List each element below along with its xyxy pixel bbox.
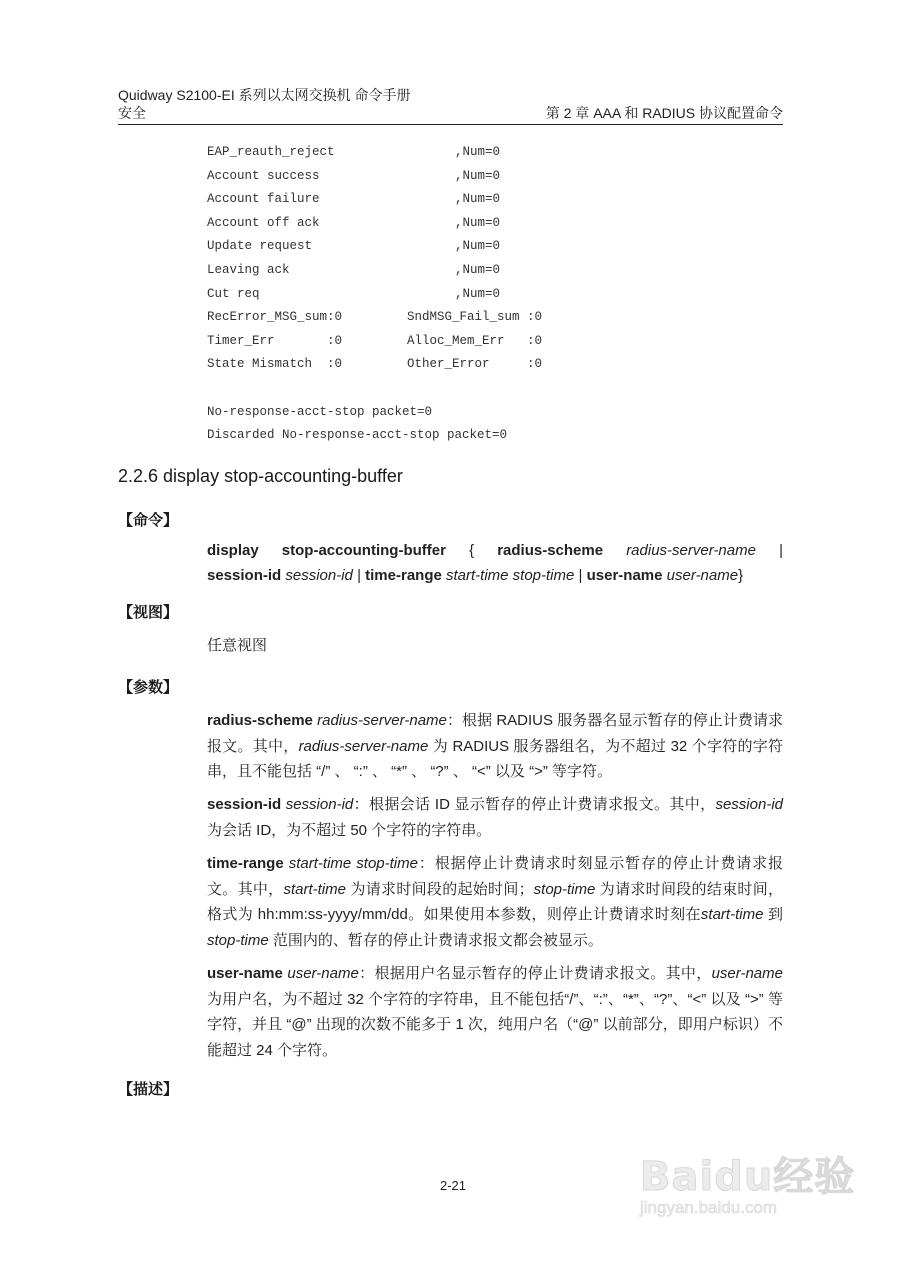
command-syntax: display stop-accounting-buffer { radius-scheme radius-server-name | session-id session-id | time-range start-time stop-time | user-name user-name}	[207, 542, 783, 584]
command-label: 【命令】	[118, 512, 179, 529]
view-text: 任意视图	[207, 637, 268, 654]
watermark-url: jingyan.baidu.com	[640, 1198, 778, 1217]
output-line: EAP_reauth_reject ,Num=0	[207, 145, 501, 159]
output-line: Leaving ack ,Num=0	[207, 262, 501, 277]
description-label: 【描述】	[118, 1081, 179, 1098]
section-heading: 2.2.6 display stop-accounting-buffer	[118, 466, 403, 486]
output-line: Account failure ,Num=0	[207, 192, 501, 207]
output-line: State Mismatch :0 Other_Error :0	[207, 357, 543, 372]
output-line: Update request ,Num=0	[207, 239, 501, 254]
param-user-name: user-name user-name：根据用户名显示暂存的停止计费请求报文。其中，user-name 为用户名，为不超过 32 个字符的字符串，且不能包括“/”、“:”、“*”、“?”、“<” 以及 “>” 等字符，并且 “@” 出现的次数不能多于 1 次，纯用户名（“@” 以前部分，即用户标识）不能超过 24 个字符。	[207, 965, 783, 1059]
baidu-watermark	[640, 1145, 855, 1218]
page-number: 2-21	[440, 1178, 467, 1193]
view-label: 【视图】	[118, 604, 179, 621]
output-line: Discarded No-response-acct-stop packet=0	[207, 428, 508, 443]
header-rule	[118, 124, 783, 125]
output-line: Account off ack ,Num=0	[207, 215, 501, 230]
param-radius-scheme: radius-scheme radius-server-name：根据 RADIUS 服务器名显示暂存的停止计费请求报文。其中，radius-server-name 为 RADIUS 服务器组名，为不超过 32 个字符的字符串，且不能包括 “/” 、 “:” 、 “*” 、 “?” 、 “<” 以及 “>” 等字符。	[207, 712, 784, 780]
params-label: 【参数】	[118, 679, 179, 696]
command-output-block	[207, 141, 543, 448]
section-name: 安全	[118, 105, 146, 121]
output-line: Timer_Err :0 Alloc_Mem_Err :0	[207, 333, 543, 348]
output-line: RecError_MSG_sum:0 SndMSG_Fail_sum :0	[207, 310, 543, 325]
output-line: No-response-acct-stop packet=0	[207, 404, 433, 419]
chapter-title: 第 2 章 AAA 和 RADIUS 协议配置命令	[545, 105, 783, 121]
output-line: Cut req ,Num=0	[207, 286, 501, 301]
baidu-logo-icon: Baidu经验	[640, 1154, 856, 1200]
output-line: Account success ,Num=0	[207, 168, 501, 183]
param-session-id: session-id session-id：根据会话 ID 显示暂存的停止计费请求报文。其中，session-id为会话 ID，为不超过 50 个字符的字符串。	[207, 796, 783, 839]
blank-line	[207, 377, 507, 401]
param-time-range: time-range start-time stop-time：根据停止计费请求时刻显示暂存的停止计费请求报文。其中，start-time 为请求时间段的起始时间；stop-time 为请求时间段的结束时间，格式为 hh:mm:ss-yyyy/mm/dd。如果使用本参数，则停止计费请求时刻在start-time 到 stop-time 范围内的、暂存的停止计费请求报文都会被显示。	[207, 855, 784, 949]
page-header	[118, 86, 783, 125]
book-title: Quidway S2100-EI 系列以太网交换机 命令手册	[118, 87, 411, 103]
